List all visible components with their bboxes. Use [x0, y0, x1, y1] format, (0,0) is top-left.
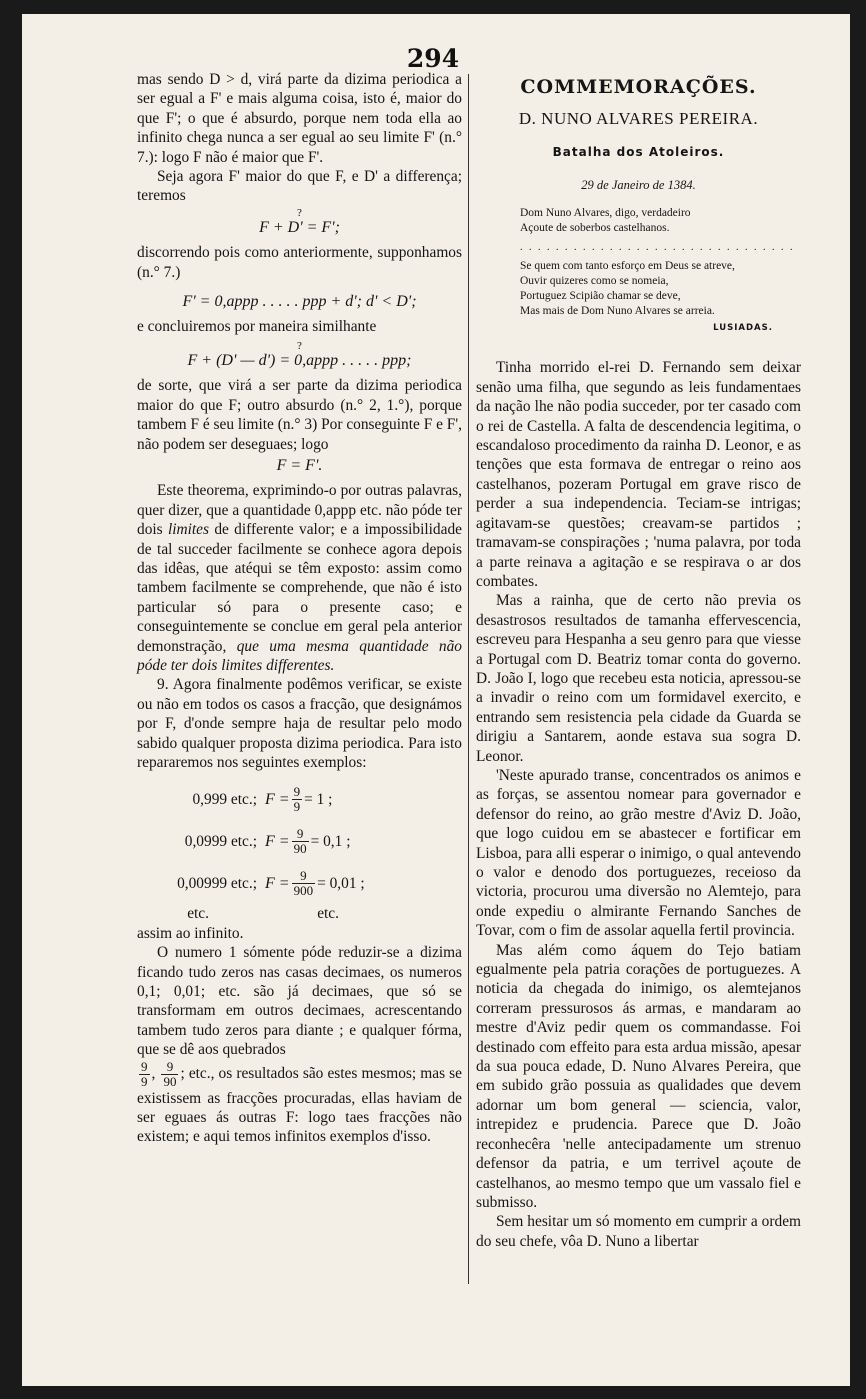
right-column — [476, 70, 801, 1251]
article-date: 29 de Janeiro de 1384. — [581, 178, 696, 193]
paragraph: e concluiremos por maneira similhante — [137, 318, 377, 336]
paragraph: O numero 1 sómente póde reduzir-se a dizima ficando tudo zeros nas casas decimaes, os numeros 0,1; 0,01; etc. são já decimaes, que só se transformam em outros decimaes, acrescentando tambem tudo zeros para diante ; e qualquer fórma, que se dê aos quebrados — [137, 944, 462, 1059]
paragraph: Mas a rainha, que de certo não previa os desastrosos resultados de tamanha effervescencia, escreveu para Hespanha a seu genro para que viesse a Portugal com D. Beatriz tomar conta do governo. D. João I, logo que recebeu esta noticia, apressou-se a invadir o reino com um formidavel exercito, e entrando sem resistencia pela cidade da Guarda se dirigiu a Santarem, aonde estava sua sogra D. Leonor. — [476, 592, 801, 765]
equation: F = F'. — [276, 456, 323, 474]
epigraph-ellipsis: . . . . . . . . . . . . . . . . . . . . . . . . . . . . . . . — [520, 241, 795, 253]
column-rule — [468, 74, 469, 1284]
paragraph: discorrendo pois como anteriormente, supponhamos (n.° 7.) — [137, 244, 462, 281]
left-column — [137, 70, 462, 1147]
paragraph: de sorte, que virá a ser parte da dizima periodica maior do que F; outro absurdo (n.° 2, 1.°), porque tambem F é seu limite (n.° 3) Por conseguinte F e F', não podem ser deseguaes; logo — [137, 377, 462, 453]
example-row: 0,999 etc.; F = $\frac{9}{9}$ = 1 ; — [192, 783, 333, 814]
paragraph: 'Neste apurado transe, concentrados os animos e as forças, se assentou nomear para governador e defensor do reino, ao grão mestre d'Aviz D. João, que logo cuidou em se abastecer e fortificar em Lisboa, para alli esperar o inimigo, o qual antevendo o valor e denodo dos portuguezes, receioso da victoria, procurou uma diversão no Alemtejo, para onde expediu o almirante Fernando Sanches de Tovar, com o fim de assolar aquella fertil provincia. — [476, 766, 801, 940]
paragraph: Sem hesitar um só momento em cumprir a ordem do seu chefe, vôa D. Nuno a libertar — [476, 1213, 801, 1250]
page-number: 294 — [406, 44, 460, 73]
paragraph: 9. Agora finalmente podêmos verificar, se existe ou não em todos os casos a fracção, que designámos por F, d'onde sempre haja de resultar pelo modo sabido qualquer proposta dizima periodica. Para isto repararemos nos seguintes exemplos: — [137, 676, 462, 771]
paragraph: Mas além como áquem do Tejo batiam egualmente pela patria corações de portuguezes. A noticia da chegada do inimigo, os alemtejanos correram pressurosos ás armas, e mandaram ao mestre d'Aviz pedir quem os commandasse. Foi destinado com effeito para esta ardua missão, apesar da sua pouca edade, D. Nuno Alvares Pereira, que em subido grão possuia as qualidades que devem adornar um bom general — sciencia, valor, intrepidez e prudencia. Parece que D. João reconhecêra 'nelle antecipadamente um strenuo defensor da patria, e um terrivel açoute de castelhanos, ao mesmo tempo que um vassalo fiel e submisso. — [476, 941, 801, 1211]
article-subtitle: Batalha dos Atoleiros. — [552, 144, 725, 159]
equation: F + D' = F'; — [259, 218, 340, 236]
equation: F + (D' — d') = 0,appp . . . . . ppp; — [187, 351, 412, 369]
question-mark: ? — [297, 206, 302, 219]
examples-list — [137, 778, 462, 923]
paragraph: Tinha morrido el-rei D. Fernando sem deixar senão uma filha, que segundo as leis fundamentaes da nação lhe não podia succeder, por ter casado com o rei de Castella. A falta de descendencia legitima, o escandaloso procedimento da rainha D. Leonor, e as tenções que esta formava de entregar o reino aos castelhanos, pozeram Portugal em grave risco de perder a sua independencia. Teciam-se intrigas; agitavam-se questões; creavam-se partidos ; tramavam-se conspirações ; 'numa palavra, por toda a parte reinava a agitação e se respirava o ar dos combates. — [476, 359, 801, 590]
equation: F' = 0,appp . . . . . ppp + d'; d' < D'; — [182, 293, 417, 311]
epigraph: Se quem com tanto esforço em Deus se atreve, Ouvir quizeres como se nomeia, Portuguez Scipião chamar se deve, Mas mais de Dom Nuno Alvares se arreia. — [520, 260, 735, 318]
paragraph: assim ao infinito. — [137, 924, 244, 942]
section-heading: COMMEMORAÇÕES. — [520, 76, 757, 98]
paragraph: $\frac{9}{9}$ , $\frac{9}{90}$ ; etc., os resultados são estes mesmos; mas se existissem as fracções procuradas, ellas haviam de ser eguaes ás outras F: logo taes fracções não existem; e aqui temos infinitos exemplos d'isso. — [137, 1058, 462, 1146]
example-row: 0,0999 etc.; F = $\frac{9}{90}$ = 0,1 ; — [184, 825, 351, 856]
epigraph: Dom Nuno Alvares, digo, verdadeiro Açoute de soberbos castelhanos. — [520, 206, 691, 234]
question-mark: ? — [297, 339, 302, 352]
paragraph: Este theorema, exprimindo-o por outras palavras, quer dizer, que a quantidade 0,appp etc. não póde ter dois limites de differente valor; e a impossibilidade de tal succeder facilmente se conhece agora depois das idêas, que atéqui se têm exposto: assim como tambem facilmente se comprehende, que não é isto particular só para o presente caso; e conseguintemente se conclue em geral pela anterior demonstração, que uma mesma quantidade não póde ter dois limites differentes. — [137, 482, 463, 674]
article-title: D. NUNO ALVARES PEREIRA. — [518, 109, 759, 129]
paragraph: Seja agora F' maior do que F, e D' a differença; teremos — [137, 168, 462, 205]
epigraph-source: LUSIADAS. — [713, 323, 773, 334]
paragraph: mas sendo D > d, virá parte da dizima periodica a ser egual a F' e mais alguma coisa, isto é, maior do que F'; o que é absurdo, porque nem toda ella ao infinito chega nunca a ser egual ao seu limite F' (n.° 7.): logo F não é maior que F'. — [137, 71, 462, 166]
example-etc: etc. etc. — [187, 905, 339, 923]
example-row: 0,00999 etc.; F = $\frac{9}{900}$ = 0,01 ; — [177, 867, 365, 898]
